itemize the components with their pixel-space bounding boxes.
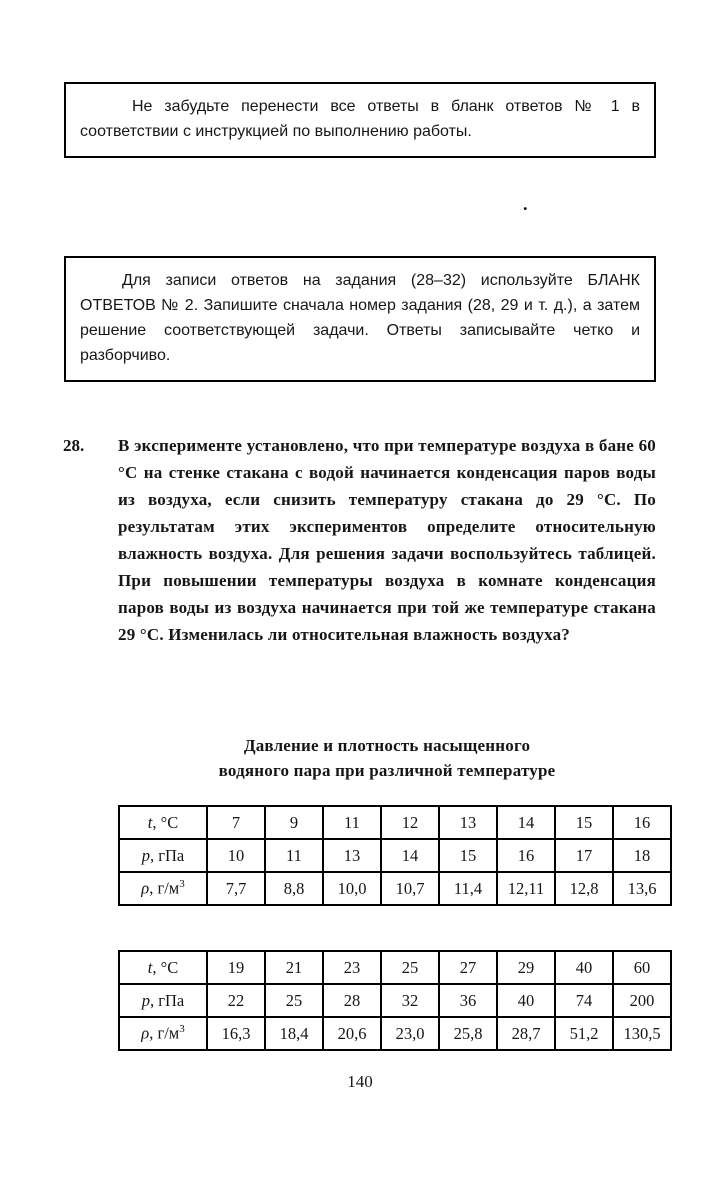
row-header-variable: t xyxy=(147,957,153,977)
table-cell: 130,5 xyxy=(613,1017,671,1050)
table-cell: 16 xyxy=(497,839,555,872)
row-header-superscript: 3 xyxy=(179,1023,185,1036)
table-cell: 25 xyxy=(265,984,323,1017)
table-cell: 16,3 xyxy=(207,1017,265,1050)
table-row xyxy=(119,839,671,872)
row-header-variable: p xyxy=(141,990,150,1010)
page-number: 140 xyxy=(347,1072,373,1091)
table-cell: 25 xyxy=(381,951,439,984)
table-cell: 29 xyxy=(497,951,555,984)
row-header-variable: p xyxy=(141,845,150,865)
row-header: p, гПа xyxy=(119,839,207,872)
table-cell: 19 xyxy=(207,951,265,984)
table-cell: 8,8 xyxy=(265,872,323,905)
table-cell: 21 xyxy=(265,951,323,984)
table-title-line-1: Давление и плотность насыщенного xyxy=(243,736,531,755)
table-cell: 18,4 xyxy=(265,1017,323,1050)
table-cell: 60 xyxy=(613,951,671,984)
table-row xyxy=(119,1017,671,1050)
table-cell: 23 xyxy=(323,951,381,984)
table-cell: 74 xyxy=(555,984,613,1017)
table-cell: 16 xyxy=(613,806,671,839)
table-cell: 23,0 xyxy=(381,1017,439,1050)
table-cell: 12 xyxy=(381,806,439,839)
table-cell: 9 xyxy=(265,806,323,839)
table-cell: 13,6 xyxy=(613,872,671,905)
table-cell: 17 xyxy=(555,839,613,872)
table-cell: 15 xyxy=(555,806,613,839)
row-header-variable: t xyxy=(147,812,153,832)
row-header: t, °С xyxy=(119,951,207,984)
table-cell: 15 xyxy=(439,839,497,872)
notice-text-2: Для записи ответов на задания (28–32) используйте БЛАНК ОТВЕТОВ № 2. Запишите сначала номер задания (28, 29 и т. д.), а затем решение соответствующей задачи. Ответы записывайте четко и разборчиво. xyxy=(80,272,640,364)
row-header-variable: ρ xyxy=(141,1023,150,1043)
table-cell: 12,11 xyxy=(497,872,555,905)
table-row xyxy=(119,872,671,905)
table-title-line-2: водяного пара при различной температуре xyxy=(218,761,556,780)
problem-text: В эксперименте установлено, что при температуре воздуха в бане 60 °С на стенке стакана с водой начинается конденсация паров воды из воздуха, если снизить температуру стакана до 29 °С. По результатам этих экспериментов определите относительную влажность воздуха. Для решения задачи воспользуйтесь таблицей. При повышении температуры воздуха в комнате конденсация паров воды из воздуха начинается при той же температуре стакана 29 °С. Изменилась ли относительная влажность воздуха? xyxy=(118,436,656,644)
table-cell: 14 xyxy=(497,806,555,839)
problem-number: 28. xyxy=(63,436,85,455)
table-cell: 11 xyxy=(265,839,323,872)
table-cell: 51,2 xyxy=(555,1017,613,1050)
row-header: p, гПа xyxy=(119,984,207,1017)
saturated-vapor-table-2 xyxy=(118,950,672,1051)
table-row xyxy=(119,951,671,984)
stray-dot-mark: . xyxy=(523,194,528,214)
table-cell: 22 xyxy=(207,984,265,1017)
table-cell: 27 xyxy=(439,951,497,984)
table-row xyxy=(119,806,671,839)
table-cell: 40 xyxy=(497,984,555,1017)
table-cell: 200 xyxy=(613,984,671,1017)
table-cell: 14 xyxy=(381,839,439,872)
table-cell: 20,6 xyxy=(323,1017,381,1050)
table-cell: 7,7 xyxy=(207,872,265,905)
table-cell: 12,8 xyxy=(555,872,613,905)
notice-box-answers-blank-2 xyxy=(64,256,656,382)
table-cell: 10,0 xyxy=(323,872,381,905)
table-cell: 28 xyxy=(323,984,381,1017)
table-cell: 11,4 xyxy=(439,872,497,905)
row-header: ρ, $г/м^3$ xyxy=(119,1017,207,1050)
row-header: t, °С xyxy=(119,806,207,839)
table-cell: 10 xyxy=(207,839,265,872)
row-header: ρ, $г/м^3$ xyxy=(119,872,207,905)
table-row xyxy=(119,984,671,1017)
table-cell: 32 xyxy=(381,984,439,1017)
table-cell: 18 xyxy=(613,839,671,872)
table-cell: 13 xyxy=(439,806,497,839)
table-title xyxy=(118,733,656,783)
table-cell: 28,7 xyxy=(497,1017,555,1050)
table-cell: 13 xyxy=(323,839,381,872)
table-cell: 11 xyxy=(323,806,381,839)
notice-text-1: Не забудьте перенести все ответы в бланк ответов № 1 в соответствии с инструкцией по выполнению работы. xyxy=(80,98,640,140)
table-cell: 25,8 xyxy=(439,1017,497,1050)
problem-28 xyxy=(63,432,656,648)
table-cell: 7 xyxy=(207,806,265,839)
row-header-variable: ρ xyxy=(141,878,150,898)
table-cell: 10,7 xyxy=(381,872,439,905)
notice-box-answers-blank-1 xyxy=(64,82,656,158)
table-cell: 40 xyxy=(555,951,613,984)
table-cell: 36 xyxy=(439,984,497,1017)
saturated-vapor-table-1 xyxy=(118,805,672,906)
row-header-superscript: 3 xyxy=(179,878,185,891)
